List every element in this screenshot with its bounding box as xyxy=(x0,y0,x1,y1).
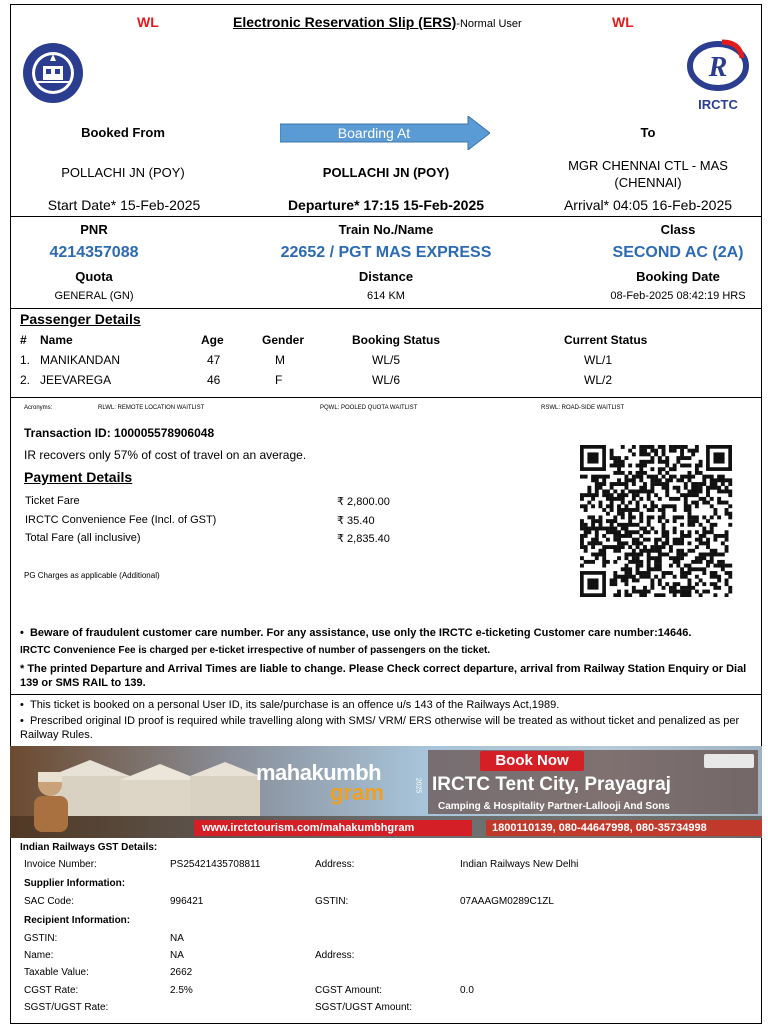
svg-text:R: R xyxy=(708,52,728,83)
train-value: 22652 / PGT MAS EXPRESS xyxy=(280,244,492,261)
recipient-address-label: Address: xyxy=(315,950,355,961)
transaction-id: Transaction ID: 100005578906048 xyxy=(24,426,215,440)
recipient-title: Recipient Information: xyxy=(24,915,131,926)
recipient-gstin-value: NA xyxy=(170,933,184,944)
sgst-rate-label: SGST/UGST Rate: xyxy=(24,1002,109,1013)
passenger-col-name: Name xyxy=(40,333,73,347)
id-proof-text: Prescribed original ID proof is required while travelling along with SMS/ VRM/ ERS otherwise will be treated as without ticket and penalized as per Railway Rules. xyxy=(20,715,740,741)
from-station: POLLACHI JN (POY) xyxy=(61,165,185,180)
passenger-num: 2. xyxy=(20,373,31,387)
supplier-title: Supplier Information: xyxy=(24,878,126,889)
table-row xyxy=(20,353,720,371)
divider xyxy=(10,216,762,217)
bullet-icon: • xyxy=(20,699,30,711)
distance-label: Distance xyxy=(358,269,414,284)
quota-value: GENERAL (GN) xyxy=(54,290,134,302)
acronyms-label: Acronyms: xyxy=(24,405,53,411)
passenger-col-gender: Gender xyxy=(262,333,305,347)
boarding-at-label: Boarding At xyxy=(337,125,411,141)
address-label: Address: xyxy=(315,859,355,870)
passenger-details-title: Passenger Details xyxy=(20,311,141,327)
passenger-gender: M xyxy=(275,353,285,367)
mahakumbh-year: 2025 xyxy=(414,777,422,794)
sgst-amount-label: SGST/UGST Amount: xyxy=(315,1002,413,1013)
ir-recovers-note: IR recovers only 57% of cost of travel on an average. xyxy=(24,448,307,462)
wl-left-label: WL xyxy=(137,14,159,30)
recipient-name-label: Name: xyxy=(24,950,54,961)
mahakumbh-brand: mahakumbh xyxy=(256,760,382,785)
recipient-name-value: NA xyxy=(170,950,184,961)
supplier-gstin-value: 07AAAGM0289C1ZL xyxy=(460,896,554,907)
beware-text: Beware of fraudulent customer care number. For any assistance, use only the IRCTC e-ticketing Customer care number:14646. xyxy=(29,627,692,639)
personal-id-text: This ticket is booked on a personal User ID, its sale/purchase is an offence u/s 143 of the Railways Act,1989. xyxy=(29,699,560,711)
booked-from-label: Booked From xyxy=(81,125,165,140)
start-date: Start Date* 15-Feb-2025 xyxy=(47,197,201,213)
class-value: SECOND AC (2A) xyxy=(612,244,744,261)
banner-partner: Camping & Hospitality Partner-Lallooji And Sons xyxy=(438,801,670,812)
quota-label: Quota xyxy=(75,269,113,284)
beware-notice xyxy=(20,627,750,639)
booking-date-label: Booking Date xyxy=(636,269,720,284)
passenger-booking-status: WL/5 xyxy=(372,353,401,367)
banner-phones: 1800110139, 080-44647998, 080-35734998 xyxy=(486,820,762,836)
printed-times-notice: * The printed Departure and Arrival Times are liable to change. Please Check correct departure, arrival from Railway Station Enquiry or Dial 139 or SMS RAIL to 139. xyxy=(20,663,747,689)
passenger-age: 46 xyxy=(207,373,221,387)
passenger-name: JEEVAREGA xyxy=(40,373,112,387)
taxable-value-label: Taxable Value: xyxy=(24,967,89,978)
ers-title: Electronic Reservation Slip (ERS) xyxy=(233,14,457,30)
train-label: Train No./Name xyxy=(338,222,434,237)
passenger-gender: F xyxy=(275,373,283,387)
ers-title-suffix: -Normal User xyxy=(456,18,522,30)
sac-value: 996421 xyxy=(170,896,204,907)
distance-value: 614 KM xyxy=(367,290,405,302)
departure-time: Departure* 17:15 15-Feb-2025 xyxy=(287,197,485,213)
cgst-rate-value: 2.5% xyxy=(170,985,193,996)
fare-value: ₹ 35.40 xyxy=(337,515,375,527)
address-value: Indian Railways New Delhi xyxy=(460,859,579,870)
cgst-rate-label: CGST Rate: xyxy=(24,985,79,996)
fare-label: IRCTC Convenience Fee (Incl. of GST) xyxy=(25,514,217,526)
passenger-col-current-status: Current Status xyxy=(564,333,648,347)
passenger-age: 47 xyxy=(207,353,221,367)
banner-url-link[interactable]: www.irctctourism.com/mahakumbhgram xyxy=(194,820,472,836)
to-label: To xyxy=(640,125,656,140)
acronym-rlwl: RLWL: REMOTE LOCATION WAITLIST xyxy=(98,405,205,411)
acronym-rswl: RSWL: ROAD-SIDE WAITLIST xyxy=(541,405,625,411)
partner-logos xyxy=(704,754,754,768)
table-row xyxy=(20,373,720,391)
fare-value: ₹ 2,835.40 xyxy=(337,533,390,545)
booking-date-value: 08-Feb-2025 08:42:19 HRS xyxy=(610,290,746,302)
class-label: Class xyxy=(660,222,696,237)
acronym-pqwl: PQWL: POOLED QUOTA WAITLIST xyxy=(320,405,418,411)
fare-label: Total Fare (all inclusive) xyxy=(25,532,141,544)
sac-label: SAC Code: xyxy=(24,896,75,907)
convenience-notice: IRCTC Convenience Fee is charged per e-ticket irrespective of number of passengers on the ticket. xyxy=(20,645,491,656)
passenger-col-age: Age xyxy=(201,333,224,347)
divider xyxy=(10,694,762,695)
fare-value: ₹ 2,800.00 xyxy=(337,496,390,508)
invoice-label: Invoice Number: xyxy=(24,859,97,870)
boarding-at-arrow xyxy=(280,116,490,150)
to-station xyxy=(540,157,756,191)
banner-headline: IRCTC Tent City, Prayagraj xyxy=(432,774,671,795)
book-now-button[interactable]: Book Now xyxy=(480,751,584,771)
ers-title-row xyxy=(233,14,522,30)
wl-right-label: WL xyxy=(612,14,634,30)
passenger-current-status: WL/2 xyxy=(584,373,613,387)
arrival-time: Arrival* 04:05 16-Feb-2025 xyxy=(563,197,733,213)
pnr-value: 4214357088 xyxy=(49,244,139,261)
irctc-logo-text: IRCTC xyxy=(698,97,738,112)
passenger-col-num: # xyxy=(20,333,27,347)
passenger-current-status: WL/1 xyxy=(584,353,613,367)
irctc-logo xyxy=(684,38,752,110)
divider xyxy=(10,308,762,309)
id-proof-notice xyxy=(20,714,755,742)
passenger-name: MANIKANDAN xyxy=(40,353,121,367)
passenger-num: 1. xyxy=(20,353,31,367)
cgst-amount-label: CGST Amount: xyxy=(315,985,383,996)
divider xyxy=(10,397,762,398)
boarding-station: POLLACHI JN (POY) xyxy=(322,165,450,180)
bullet-icon: • xyxy=(20,627,30,639)
personal-id-notice xyxy=(20,699,755,711)
pnr-label: PNR xyxy=(80,222,108,237)
passenger-col-booking-status: Booking Status xyxy=(352,333,441,347)
recipient-gstin-label: GSTIN: xyxy=(24,933,58,944)
taxable-value: 2662 xyxy=(170,967,193,978)
mahakumbh-gram: gram xyxy=(330,780,384,805)
bullet-icon: • xyxy=(20,715,30,727)
passenger-booking-status: WL/6 xyxy=(372,373,401,387)
fare-label: Ticket Fare xyxy=(25,495,80,507)
cgst-amount-value: 0.0 xyxy=(460,985,474,996)
to-station-line2: (CHENNAI) xyxy=(614,175,682,190)
gst-title: Indian Railways GST Details: xyxy=(20,842,158,853)
indian-railways-logo xyxy=(21,42,85,104)
pg-charges-note: PG Charges as applicable (Additional) xyxy=(24,571,160,580)
to-station-line1: MGR CHENNAI CTL - MAS xyxy=(568,158,728,173)
tent-city-banner[interactable] xyxy=(10,746,762,838)
qr-code xyxy=(576,445,736,597)
payment-details-title: Payment Details xyxy=(24,469,133,485)
supplier-gstin-label: GSTIN: xyxy=(315,896,349,907)
invoice-value: PS25421435708811 xyxy=(170,859,261,870)
